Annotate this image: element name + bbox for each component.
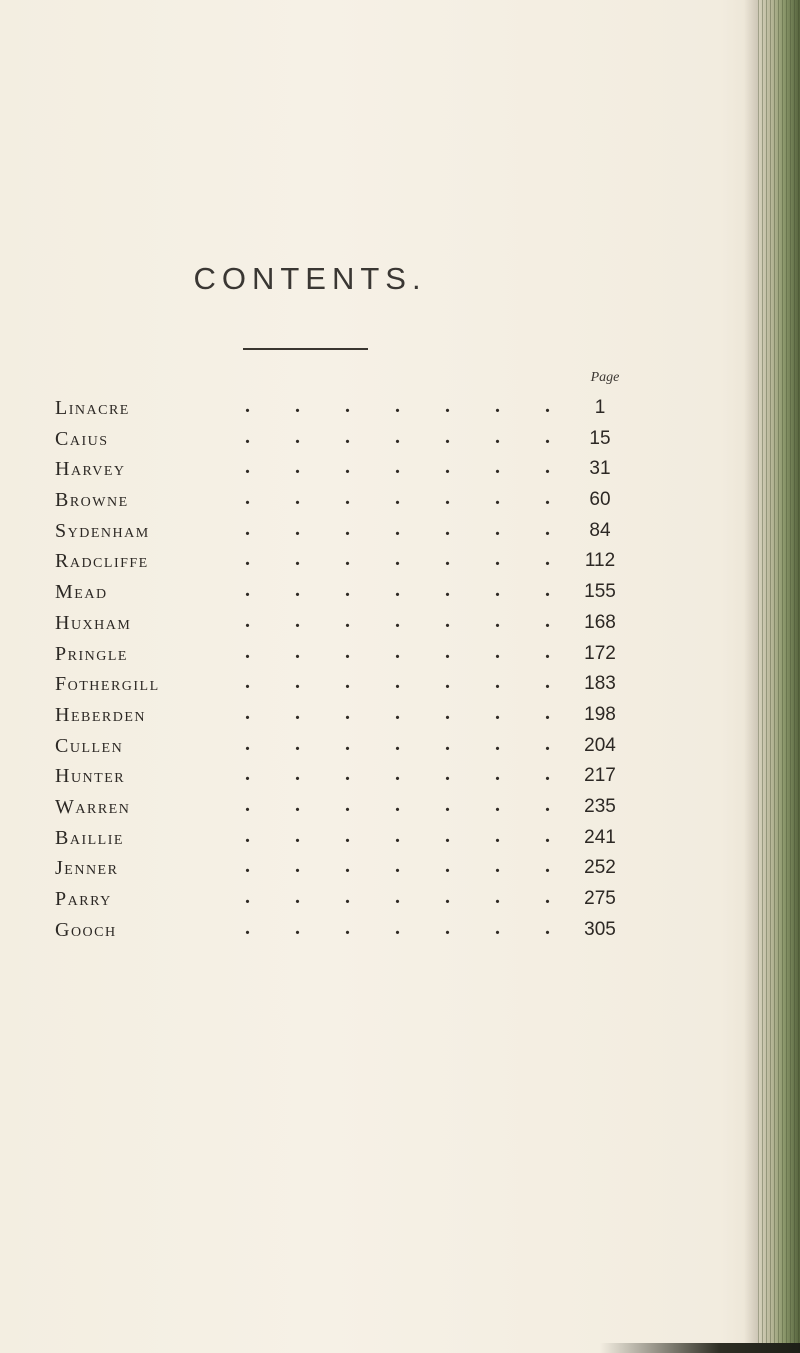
toc-entry-name: Heberden — [55, 703, 146, 726]
toc-entry-page: 183 — [584, 673, 616, 695]
toc-leader-dots — [245, 514, 590, 545]
toc-entry-page: 204 — [584, 734, 616, 756]
toc-leader-dots — [245, 759, 590, 790]
toc-entry-name: Baillie — [55, 826, 124, 849]
toc-entry-name: Hunter — [55, 765, 126, 788]
toc-entry-page: 84 — [589, 519, 611, 541]
toc-entry — [55, 485, 635, 516]
toc-leader-dots — [245, 698, 590, 729]
toc-entry-name: Parry — [55, 888, 112, 910]
toc-entry — [55, 608, 635, 639]
page-column-label: Page — [590, 370, 620, 385]
toc-leader-dots — [245, 452, 590, 483]
toc-entry — [55, 761, 635, 792]
toc-entry — [55, 669, 635, 700]
toc-entry — [55, 393, 635, 424]
toc-leader-dots — [245, 637, 590, 668]
page-title: CONTENTS. — [193, 260, 427, 296]
toc-leader-dots — [245, 913, 590, 944]
toc-entry-page: 155 — [584, 581, 616, 603]
toc-entry-page: 198 — [584, 703, 616, 725]
table-of-contents — [55, 393, 635, 945]
toc-leader-dots — [245, 391, 590, 422]
toc-entry — [55, 454, 635, 485]
book-binding-edge — [758, 0, 800, 1353]
binding-shadow — [744, 0, 758, 1353]
toc-entry — [55, 792, 635, 823]
toc-entry-name: Mead — [55, 581, 108, 604]
toc-entry-page: 15 — [589, 427, 611, 449]
toc-leader-dots — [245, 851, 590, 882]
toc-entry — [55, 700, 635, 731]
toc-entry-page: 235 — [584, 795, 616, 817]
toc-entry-page: 112 — [584, 550, 616, 572]
toc-entry-page: 275 — [584, 888, 616, 909]
toc-entry — [55, 546, 635, 577]
toc-entry-name: Jenner — [55, 857, 119, 880]
toc-entry-page: 172 — [584, 642, 616, 664]
toc-entry-name: Sydenham — [55, 519, 150, 542]
toc-entry-page: 252 — [584, 857, 616, 879]
toc-leader-dots — [245, 790, 590, 821]
toc-entry-name: Radcliffe — [55, 550, 149, 573]
toc-entry — [55, 639, 635, 670]
toc-entry-name: Linacre — [55, 397, 130, 419]
toc-entry-page: 305 — [584, 918, 616, 940]
toc-entry — [55, 853, 635, 884]
toc-leader-dots — [245, 544, 590, 575]
toc-entry-page: 1 — [594, 397, 606, 418]
toc-leader-dots — [245, 729, 590, 760]
toc-entry-page: 31 — [589, 458, 611, 480]
toc-entry-name: Fothergill — [55, 673, 160, 696]
toc-leader-dots — [245, 667, 590, 698]
toc-entry-page: 168 — [584, 611, 616, 633]
toc-entry — [55, 424, 635, 455]
toc-entry-name: Cullen — [55, 734, 124, 757]
toc-entry-name: Warren — [55, 795, 131, 818]
toc-entry — [55, 516, 635, 547]
toc-entry-page: 60 — [589, 489, 611, 511]
toc-entry-page: 241 — [584, 826, 616, 848]
toc-entry — [55, 915, 635, 946]
toc-entry-name: Browne — [55, 489, 129, 512]
toc-entry-page: 217 — [584, 765, 616, 787]
toc-entry-name: Harvey — [55, 458, 126, 481]
toc-leader-dots — [245, 606, 590, 637]
title-rule-divider — [243, 348, 368, 350]
toc-entry-name: Caius — [55, 427, 109, 450]
toc-entry — [55, 731, 635, 762]
toc-leader-dots — [245, 821, 590, 852]
toc-entry — [55, 884, 635, 915]
toc-leader-dots — [245, 422, 590, 453]
toc-leader-dots — [245, 882, 590, 913]
toc-leader-dots — [245, 483, 590, 514]
toc-leader-dots — [245, 575, 590, 606]
page-bottom-edge — [600, 1343, 800, 1353]
toc-entry — [55, 823, 635, 854]
toc-entry-name: Huxham — [55, 611, 132, 634]
toc-entry-name: Pringle — [55, 642, 128, 665]
toc-entry-name: Gooch — [55, 918, 117, 941]
toc-entry — [55, 577, 635, 608]
